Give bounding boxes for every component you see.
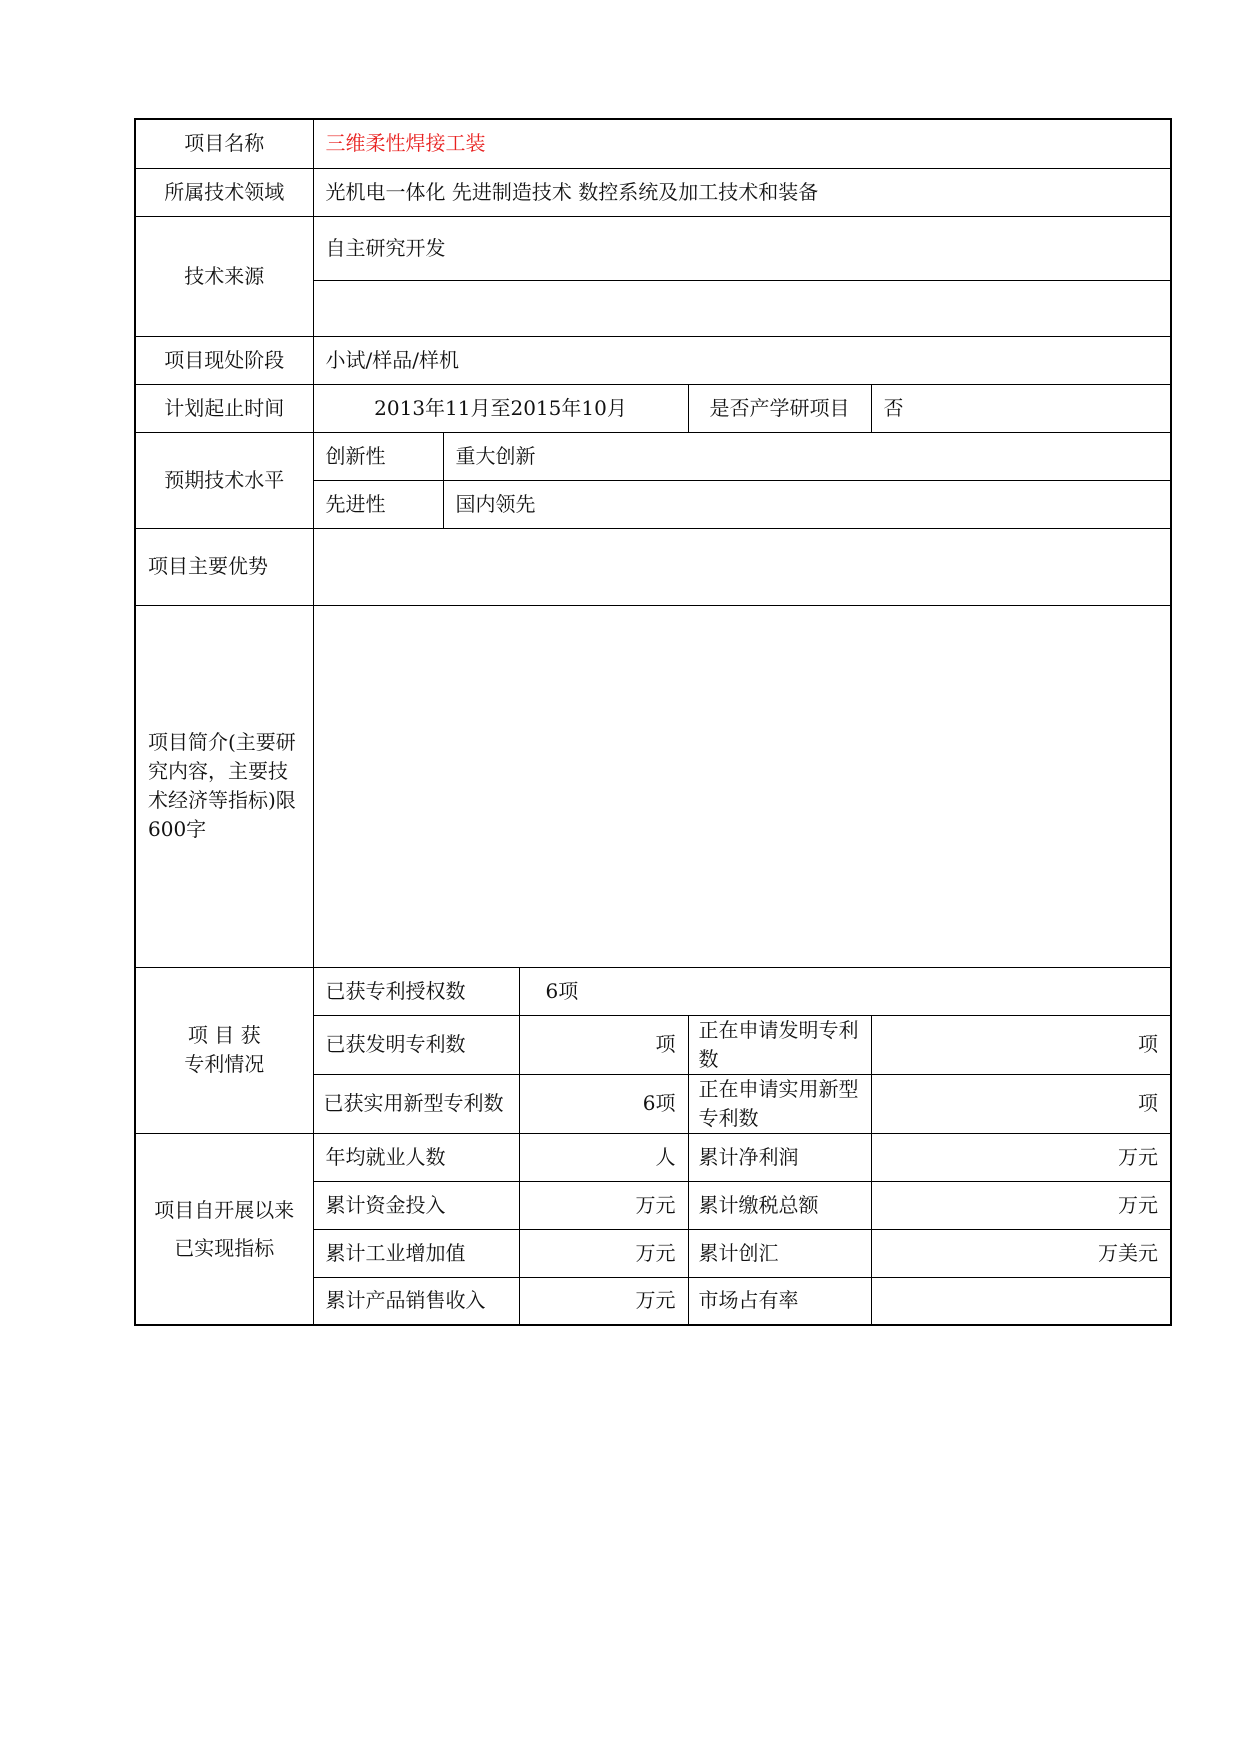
row-intro xyxy=(135,605,1171,967)
schedule-value[interactable]: 2013年11月至2015年10月 xyxy=(313,384,688,432)
investment-value[interactable]: 万元 xyxy=(519,1181,688,1229)
employment-label: 年均就业人数 xyxy=(313,1133,519,1181)
intro-label: 项目简介(主要研究内容，主要技术经济等指标)限600字 xyxy=(135,605,313,967)
intro-value[interactable] xyxy=(313,605,1171,967)
tech-field-value[interactable]: 光机电一体化 先进制造技术 数控系统及加工技术和装备 xyxy=(313,168,1171,216)
forex-value[interactable]: 万美元 xyxy=(871,1229,1171,1277)
row-schedule xyxy=(135,384,1171,432)
employment-value[interactable]: 人 xyxy=(519,1133,688,1181)
row-stage xyxy=(135,336,1171,384)
project-form-table xyxy=(134,118,1172,1326)
tech-level-label: 预期技术水平 xyxy=(135,432,313,528)
iur-label: 是否产学研项目 xyxy=(688,384,871,432)
net-profit-label: 累计净利润 xyxy=(688,1133,871,1181)
applying-invention-label: 正在申请发明专利数 xyxy=(688,1015,871,1074)
advantages-label: 项目主要优势 xyxy=(135,528,313,605)
project-name-value[interactable]: 三维柔性焊接工装 xyxy=(313,119,1171,168)
granted-label: 已获专利授权数 xyxy=(313,967,519,1015)
stage-value[interactable]: 小试/样品/样机 xyxy=(313,336,1171,384)
investment-label: 累计资金投入 xyxy=(313,1181,519,1229)
value-added-value[interactable]: 万元 xyxy=(519,1229,688,1277)
market-share-value[interactable] xyxy=(871,1277,1171,1325)
patents-label: 项 目 获 专利情况 xyxy=(135,967,313,1133)
market-share-label: 市场占有率 xyxy=(688,1277,871,1325)
stage-label: 项目现处阶段 xyxy=(135,336,313,384)
project-name-label: 项目名称 xyxy=(135,119,313,168)
net-profit-value[interactable]: 万元 xyxy=(871,1133,1171,1181)
tech-field-label: 所属技术领域 xyxy=(135,168,313,216)
tax-value[interactable]: 万元 xyxy=(871,1181,1171,1229)
schedule-label: 计划起止时间 xyxy=(135,384,313,432)
advanced-value[interactable]: 国内领先 xyxy=(443,480,1171,528)
row-tech-field xyxy=(135,168,1171,216)
row-tech-source-1 xyxy=(135,216,1171,280)
sales-value[interactable]: 万元 xyxy=(519,1277,688,1325)
iur-value[interactable]: 否 xyxy=(871,384,1171,432)
innovation-value[interactable]: 重大创新 xyxy=(443,432,1171,480)
applying-utility-value[interactable]: 项 xyxy=(871,1074,1171,1133)
utility-label: 已获实用新型专利数 xyxy=(313,1074,519,1133)
value-added-label: 累计工业增加值 xyxy=(313,1229,519,1277)
innovation-label: 创新性 xyxy=(313,432,443,480)
advantages-value[interactable] xyxy=(313,528,1171,605)
tech-source-label: 技术来源 xyxy=(135,216,313,336)
utility-value[interactable]: 6项 xyxy=(519,1074,688,1133)
applying-utility-label: 正在申请实用新型专利数 xyxy=(688,1074,871,1133)
forex-label: 累计创汇 xyxy=(688,1229,871,1277)
sales-label: 累计产品销售收入 xyxy=(313,1277,519,1325)
tax-label: 累计缴税总额 xyxy=(688,1181,871,1229)
advanced-label: 先进性 xyxy=(313,480,443,528)
row-project-name xyxy=(135,119,1171,168)
tech-source-value-2[interactable] xyxy=(313,280,1171,336)
tech-source-value[interactable]: 自主研究开发 xyxy=(313,216,1171,280)
row-patents-1 xyxy=(135,967,1171,1015)
invention-value[interactable]: 项 xyxy=(519,1015,688,1074)
row-advantages xyxy=(135,528,1171,605)
granted-value[interactable]: 6项 xyxy=(519,967,1171,1015)
indicators-label: 项目自开展以来已实现指标 xyxy=(135,1133,313,1325)
row-indicators-1 xyxy=(135,1133,1171,1181)
applying-invention-value[interactable]: 项 xyxy=(871,1015,1171,1074)
invention-label: 已获发明专利数 xyxy=(313,1015,519,1074)
row-tech-level-1 xyxy=(135,432,1171,480)
